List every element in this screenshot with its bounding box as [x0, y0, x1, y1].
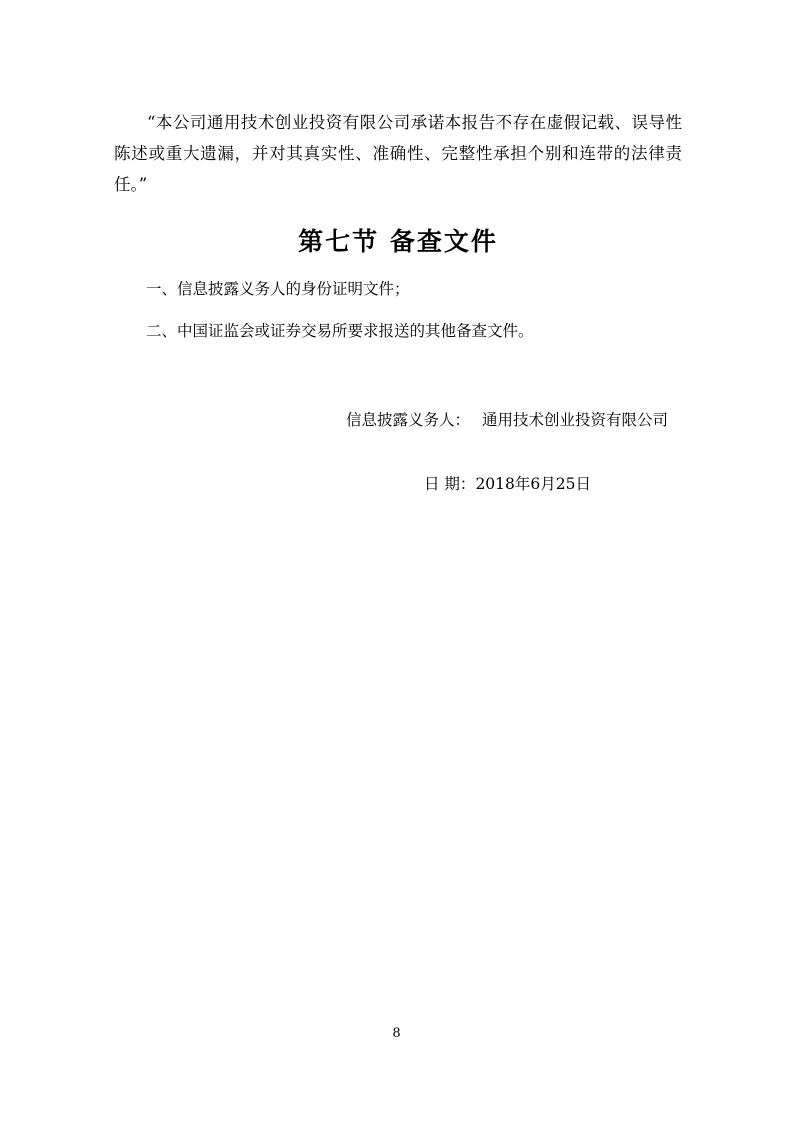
declaration-paragraph: “本公司通用技术创业投资有限公司承诺本报告不存在虚假记载、误导性陈述或重大遗漏，并对其真实性、准确性、完整性承担个别和连带的法律责任。” — [114, 112, 682, 194]
signature-label: 信息披露义务人： — [346, 411, 471, 429]
document-content — [114, 90, 682, 513]
date-line — [114, 471, 682, 497]
list-item: 一、信息披露义务人的身份证明文件； — [146, 279, 410, 298]
document-list — [114, 276, 682, 346]
list-item: 二、中国证监会或证券交易所要求报送的其他备查文件。 — [146, 322, 534, 340]
signature-line — [114, 407, 682, 433]
section-title: 第七节 备查文件 — [298, 226, 498, 256]
signature-name: 通用技术创业投资有限公司 — [482, 411, 669, 429]
date-label: 日 期： — [424, 475, 476, 493]
date-value: 2018年6月25日 — [475, 475, 591, 493]
signature-block — [114, 407, 682, 497]
page-number: 8 — [392, 1026, 401, 1041]
